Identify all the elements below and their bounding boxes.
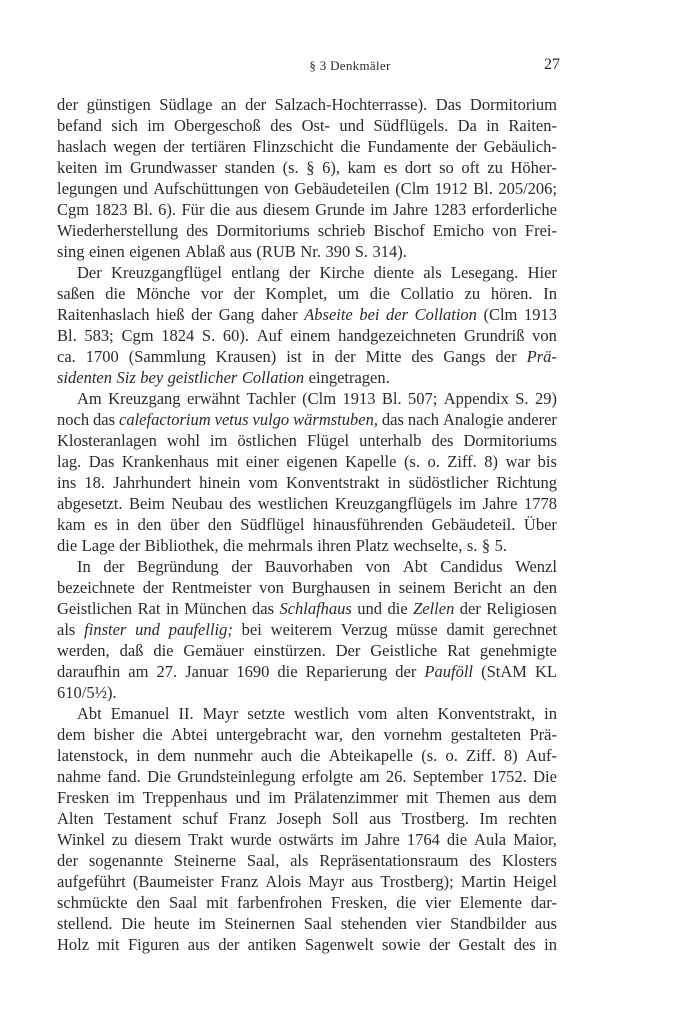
text-line: der günstigen Südlage an der Salzach-Hochterrasse). Das Dormitorium bbox=[57, 95, 557, 114]
text-line: latenstock, in dem nunmehr auch die Abteikapelle (s. o. Ziff. 8) Auf- bbox=[57, 746, 557, 765]
text-line: ins 18. Jahrhundert hinein vom Konventstrakt in südöstlicher Richtung bbox=[57, 473, 557, 492]
text-line: legungen und Aufschüttungen von Gebäudeteilen (Clm 1912 Bl. 205/206; bbox=[57, 179, 557, 198]
text-line: dem bisher die Abtei untergebracht war, den vornehm gestalteten Prä- bbox=[57, 725, 557, 744]
text-line: saßen die Mönche vor der Komplet, um die Collatio zu hören. In bbox=[57, 284, 557, 303]
text-line: Raitenhaslach hieß der Gang daher Abseite bei der Collation (Clm 1913 bbox=[57, 305, 557, 324]
running-title: § 3 Denkmäler bbox=[309, 58, 391, 73]
text-line: Fresken im Treppenhaus und im Prälatenzimmer mit Themen aus dem bbox=[57, 788, 557, 807]
running-head bbox=[0, 56, 700, 78]
text-line: 610/5½). bbox=[57, 683, 117, 702]
text-line: Holz mit Figuren aus der antiken Sagenwelt sowie der Gestalt des in bbox=[57, 935, 557, 954]
text-line: Winkel zu diesem Trakt wurde ostwärts im Jahre 1764 die Aula Maior, bbox=[57, 830, 557, 849]
text-line: Geistlichen Rat in München das Schlafhaus und die Zellen der Religiosen bbox=[57, 599, 557, 618]
text-line: Bl. 583; Cgm 1824 S. 60). Auf einem handgezeichneten Grundriß von bbox=[57, 326, 557, 345]
text-line: ca. 1700 (Sammlung Krausen) ist in der Mitte des Gangs der Prä- bbox=[57, 347, 557, 366]
text-line: Abt Emanuel II. Mayr setzte westlich vom alten Konventstrakt, in bbox=[77, 704, 557, 723]
text-line: werden, daß die Gemäuer einstürzen. Der Geistliche Rat genehmigte bbox=[57, 641, 557, 660]
text-line: als finster und paufellig; bei weiterem Verzug müsse damit gerechnet bbox=[57, 620, 557, 639]
text-line: Der Kreuzgangflügel entlang der Kirche diente als Lesegang. Hier bbox=[77, 263, 557, 282]
text-line: schmückte den Saal mit farbenfrohen Fresken, die vier Elemente dar- bbox=[57, 893, 557, 912]
text-line: sidenten Siz bey geistlicher Collation eingetragen. bbox=[57, 368, 390, 387]
text-line: aufgeführt (Baumeister Franz Alois Mayr aus Trostberg); Martin Heigel bbox=[57, 872, 557, 891]
text-line: nahme fand. Die Grundsteinlegung erfolgte am 26. September 1752. Die bbox=[57, 767, 557, 786]
text-line: die Lage der Bibliothek, die mehrmals ihren Platz wechselte, s. § 5. bbox=[57, 536, 508, 555]
text-line: befand sich im Obergeschoß des Ost- und Südflügels. Da in Raiten- bbox=[57, 116, 557, 135]
text-line: abgesetzt. Beim Neubau des westlichen Kreuzgangflügels im Jahre 1778 bbox=[57, 494, 557, 513]
text-line: sing einen eigenen Ablaß aus (RUB Nr. 390 S. 314). bbox=[57, 242, 407, 261]
text-line: kam es in den über den Südflügel hinausführenden Gebäudeteil. Über bbox=[57, 515, 557, 534]
text-line: lag. Das Krankenhaus mit einer eigenen Kapelle (s. o. Ziff. 8) war bis bbox=[57, 452, 557, 471]
text-line: der sogenannte Steinerne Saal, als Repräsentationsraum des Klosters bbox=[57, 851, 557, 870]
text-line: Wiederherstellung des Dormitoriums schrieb Bischof Emicho von Frei- bbox=[57, 221, 557, 240]
text-line: Alten Testament schuf Franz Joseph Soll aus Trostberg. Im rechten bbox=[57, 809, 557, 828]
text-line: Cgm 1823 Bl. 6). Für die aus diesem Grunde im Jahre 1283 erforderliche bbox=[57, 200, 557, 219]
text-line: In der Begründung der Bauvorhaben von Abt Candidus Wenzl bbox=[77, 557, 557, 576]
text-line: haslach wegen der tertiären Flinzschicht die Fundamente der Gebäulich- bbox=[57, 137, 557, 156]
text-line: Am Kreuzgang erwähnt Tachler (Clm 1913 Bl. 507; Appendix S. 29) bbox=[77, 389, 557, 408]
text-line: bezeichnete der Rentmeister von Burghausen in seinem Bericht an den bbox=[57, 578, 557, 597]
text-line: Klosteranlagen wohl im östlichen Flügel unterhalb des Dormitoriums bbox=[57, 431, 557, 450]
text-line: keiten im Grundwasser standen (s. § 6), kam es dort so oft zu Höher- bbox=[57, 158, 557, 177]
text-line: noch das calefactorium vetus vulgo wärmstuben, das nach Analogie anderer bbox=[57, 410, 557, 429]
text-line: stellend. Die heute im Steinernen Saal stehenden vier Standbilder aus bbox=[57, 914, 557, 933]
page-number: 27 bbox=[544, 56, 560, 73]
body-text bbox=[57, 94, 557, 955]
text-line: daraufhin am 27. Januar 1690 die Reparierung der Pauföll (StAM KL bbox=[57, 662, 557, 681]
